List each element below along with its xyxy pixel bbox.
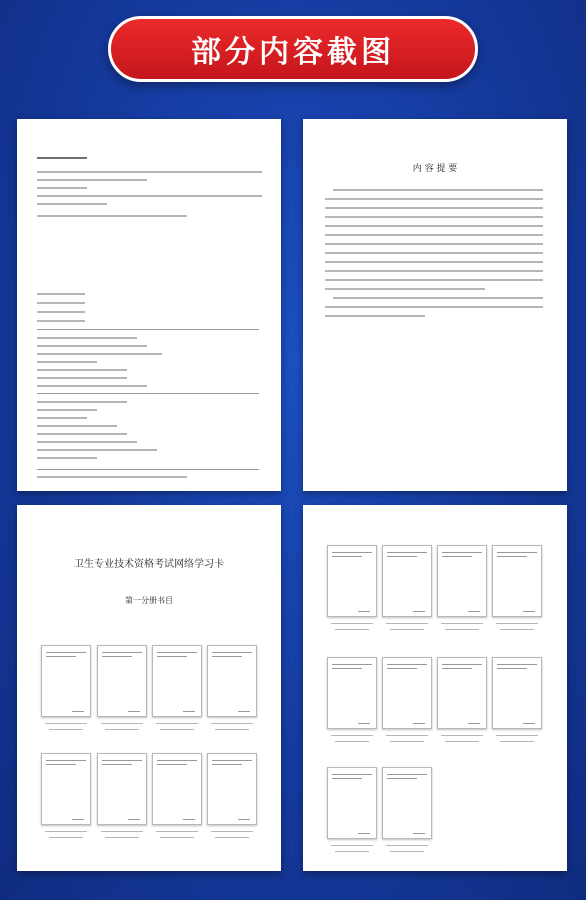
book-thumbnail bbox=[382, 767, 432, 839]
banner-title: 部分内容截图 bbox=[191, 35, 395, 70]
book-thumbnail bbox=[152, 753, 202, 825]
book-thumbnail bbox=[437, 545, 487, 617]
book-thumbnail bbox=[382, 545, 432, 617]
catalog-title: 卫生专业技术资格考试网络学习卡 bbox=[74, 559, 224, 570]
book-thumbnail bbox=[97, 645, 147, 717]
book-thumbnail bbox=[97, 753, 147, 825]
catalog-subtitle: 第一分册书目 bbox=[125, 596, 173, 605]
book-thumbnail bbox=[41, 753, 91, 825]
book-thumbnail bbox=[327, 657, 377, 729]
thumbnail-grid-page bbox=[303, 505, 567, 871]
book-thumbnail bbox=[327, 767, 377, 839]
summary-heading: 内 容 提 要 bbox=[412, 164, 458, 174]
book-thumbnail bbox=[492, 545, 542, 617]
book-thumbnail bbox=[207, 753, 257, 825]
book-thumbnail bbox=[207, 645, 257, 717]
copyright-page bbox=[17, 119, 281, 491]
section-title-banner bbox=[108, 16, 478, 82]
book-thumbnail bbox=[152, 645, 202, 717]
catalog-page bbox=[17, 505, 281, 871]
book-thumbnail bbox=[382, 657, 432, 729]
book-thumbnail bbox=[437, 657, 487, 729]
book-thumbnail bbox=[492, 657, 542, 729]
summary-page bbox=[303, 119, 567, 491]
book-thumbnail bbox=[327, 545, 377, 617]
book-thumbnail bbox=[41, 645, 91, 717]
